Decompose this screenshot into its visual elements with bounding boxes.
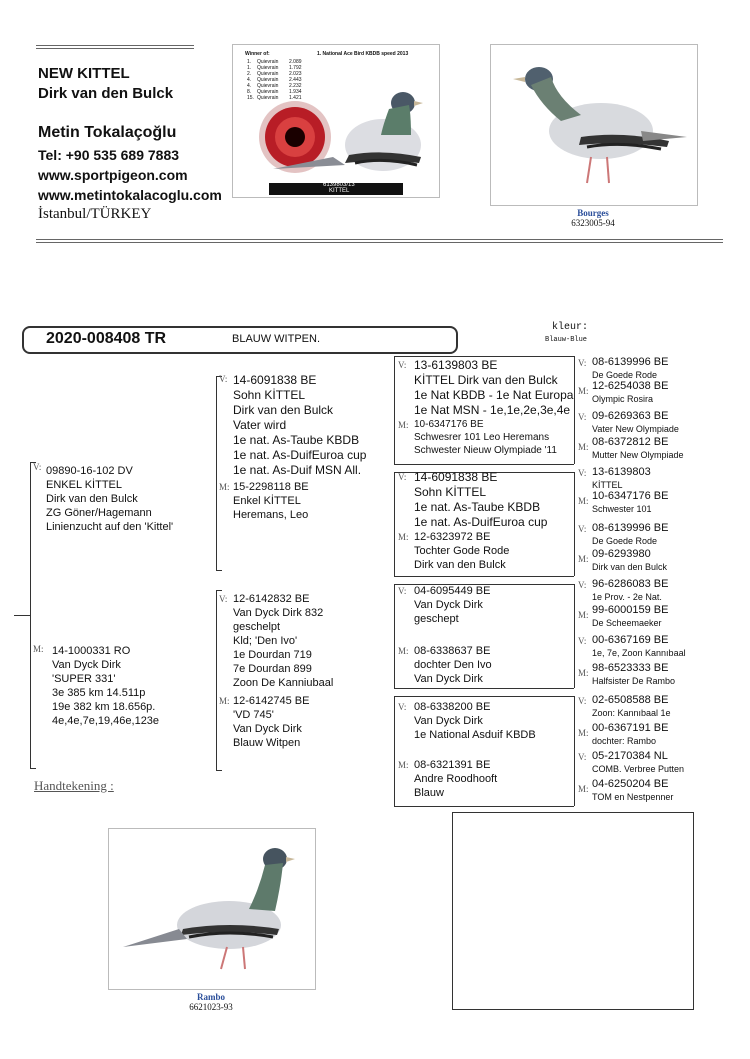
g4-line: 09-6293980	[592, 548, 651, 560]
g4-entry	[592, 466, 651, 492]
kittel-winner-label: Winner of:	[245, 51, 270, 57]
g4-entry	[592, 490, 668, 516]
g3-line: Andre Roodhooft	[414, 773, 498, 785]
g4-line: Olympic Rosira	[592, 394, 654, 404]
dam-sire-line: Van Dyck Dirk 832	[233, 607, 324, 619]
g4-tag: V:	[578, 580, 587, 590]
g3-line: 08-6338637 BE	[414, 645, 491, 657]
kittel-title: 1. National Ace Bird KBDB speed 2013	[317, 51, 409, 57]
g3-line: Tochter Gode Rode	[414, 545, 510, 557]
g4-tag: V:	[578, 636, 587, 646]
g3-line: 1e nat. As-DuifEuroa cup	[414, 515, 548, 529]
g4-entry	[592, 750, 684, 776]
g4-entry	[592, 356, 668, 382]
g3-entry	[414, 644, 492, 686]
rambo-ring: 6621023-93	[189, 1002, 233, 1012]
g4-tag: M:	[578, 386, 589, 396]
g3-line: Van Dyck Dirk	[414, 715, 483, 727]
g3-tag: M:	[398, 646, 409, 656]
rambo-name: Rambo	[196, 992, 225, 1002]
g3-entry	[414, 758, 497, 800]
g4-entry	[592, 436, 684, 462]
dam-dam-tag: M:	[219, 696, 230, 706]
dam-dam-line: 12-6142745 BE	[233, 695, 310, 707]
sire-dam-line: Enkel KİTTEL	[233, 495, 301, 507]
dam-dam-entry	[233, 694, 309, 750]
g4-entry	[592, 380, 668, 406]
g3-line: 12-6323972 BE	[414, 531, 491, 543]
mother-line: Van Dyck Dirk	[52, 659, 121, 671]
kittel-result-race: Quievrain	[257, 95, 279, 101]
g4-line: 1e Prov. - 2e Nat.	[592, 592, 662, 602]
kittel-result-coef: 1.792	[289, 65, 302, 71]
g4-line: COMB. Verbree Putten	[592, 764, 685, 774]
kittel-result-place: 8.	[247, 89, 252, 95]
kittel-pigeon-icon	[233, 45, 439, 197]
dam-sire-line: 1e Dourdan 719	[233, 649, 312, 661]
g4-tag: V:	[578, 358, 587, 368]
mother-line: 3e 385 km 14.511p	[52, 687, 146, 699]
mother-entry	[52, 644, 159, 728]
g3-entry	[414, 584, 490, 626]
header-city: İstanbul/TÜRKEY	[38, 206, 152, 222]
g3-entry	[414, 358, 573, 418]
g3-line: 1e Nat MSN - 1e,1e,2e,3e,4e	[414, 403, 571, 417]
kittel-result-coef: 2.089	[289, 59, 302, 65]
g4-tag: M:	[578, 784, 589, 794]
g4-line: 02-6508588 BE	[592, 694, 669, 706]
header-website-1: www.sportpigeon.com	[38, 167, 188, 183]
g3-tag: M:	[398, 420, 409, 430]
subject-entry	[46, 464, 173, 534]
kittel-result-coef: 2.443	[289, 77, 302, 83]
kittel-result-race: Quievrain	[257, 71, 279, 77]
g4-line: 00-6367191 BE	[592, 722, 669, 734]
sire-tag: V:	[219, 374, 228, 384]
subject-line: ZG Göner/Hagemann	[46, 507, 152, 519]
g4-line: 09-6269363 BE	[592, 410, 669, 422]
kittel-result-place: 2.	[247, 71, 252, 77]
g3-line: dochter Den Ivo	[414, 659, 492, 671]
sire-line: 1e nat. As-DuifEuroa cup	[233, 448, 367, 462]
g4-line: Schwester 101	[592, 504, 652, 514]
g3-entry	[414, 530, 509, 572]
g4-line: 08-6372812 BE	[592, 436, 669, 448]
g3-line: Schwesrer 101 Leo Heremans	[414, 432, 550, 443]
pedigree-color-desc: BLAUW WITPEN.	[232, 333, 321, 345]
g4-line: 1e, 7e, Zoon Kannıbaal	[592, 648, 686, 658]
g4-tag: V:	[578, 412, 587, 422]
g3-line: Van Dyck Dirk	[414, 599, 483, 611]
header-owner: Metin Tokalaçoğlu	[38, 124, 177, 141]
g4-line: 08-6139996 BE	[592, 356, 669, 368]
kleur-label: kleur:	[552, 322, 589, 333]
g4-line: 04-6250204 BE	[592, 778, 669, 790]
kittel-result-race: Quievrain	[257, 77, 279, 83]
g4-line: 05-2170384 NL	[592, 750, 668, 762]
notes-box	[452, 812, 694, 1010]
sire-line: 14-6091838 BE	[233, 373, 317, 387]
bourges-name: Bourges	[577, 208, 609, 218]
dam-dam-line: 'VD 745'	[233, 709, 274, 721]
g4-line: dochter: Rambo	[592, 736, 657, 746]
g4-entry	[592, 548, 667, 574]
g4-line: Mutter New Olympiade	[592, 450, 684, 460]
g3-tag: V:	[398, 472, 407, 482]
g4-entry	[592, 410, 679, 436]
g4-line: TOM en Nestpenner	[592, 792, 674, 802]
g3-entry	[414, 418, 557, 457]
g3-line: 08-6338200 BE	[414, 701, 491, 713]
kittel-result-race: Quievrain	[257, 89, 279, 95]
g4-line: 98-6523333 BE	[592, 662, 669, 674]
g4-line: Halfsister De Rambo	[592, 676, 676, 686]
kittel-result-coef: 2.232	[289, 83, 302, 89]
sire-line: Vater wird	[233, 418, 287, 432]
g3-tag: V:	[398, 702, 407, 712]
kittel-result-place: 1.	[247, 65, 252, 71]
g3-line: 04-6095449 BE	[414, 585, 491, 597]
g4-line: 96-6286083 BE	[592, 578, 669, 590]
sire-line: 1e nat. As-Taube KBDB	[233, 433, 360, 447]
g4-tag: V:	[578, 696, 587, 706]
bourges-pigeon-icon	[491, 45, 697, 205]
bourges-ring: 6323005-94	[571, 218, 615, 228]
sire-dam-line: Heremans, Leo	[233, 509, 309, 521]
g3-line: Schwester Nieuw Olympiade '11	[414, 445, 557, 456]
kittel-result-coef: 2.023	[289, 71, 302, 77]
g4-tag: M:	[578, 554, 589, 564]
g3-tag: V:	[398, 360, 407, 370]
subject-line: 09890-16-102 DV	[46, 465, 133, 477]
bourges-caption	[490, 208, 696, 228]
kittel-result-race: Quievrain	[257, 83, 279, 89]
sire-dam-line: 15-2298118 BE	[233, 481, 309, 493]
g4-entry	[592, 578, 668, 604]
g4-tag: M:	[578, 668, 589, 678]
dam-sire-line: 7e Dourdan 899	[233, 663, 312, 675]
g4-line: KİTTEL	[592, 480, 623, 490]
sire-entry	[233, 373, 366, 478]
g4-tag: V:	[578, 468, 587, 478]
g3-line: Sohn KİTTEL	[414, 485, 487, 499]
g3-tag: V:	[398, 586, 407, 596]
g4-line: Zoon: Kannıbaal 1e	[592, 708, 671, 718]
header-breeder: Dirk van den Bulck	[38, 85, 174, 102]
kittel-result-place: 15.	[247, 95, 254, 101]
g4-line: 99-6000159 BE	[592, 604, 669, 616]
dam-dam-line: Blauw Witpen	[233, 737, 301, 749]
g3-line: 1e nat. As-Taube KBDB	[414, 500, 541, 514]
kleur-value: Blauw-Blue	[545, 336, 588, 344]
g3-entry	[414, 700, 536, 742]
dam-sire-entry	[233, 592, 333, 690]
dam-sire-line: geschelpt	[233, 621, 281, 633]
g4-line: 10-6347176 BE	[592, 490, 669, 502]
dam-sire-line: 12-6142832 BE	[233, 593, 310, 605]
g4-line: 08-6139996 BE	[592, 522, 669, 534]
kittel-name: KITTEL	[329, 188, 350, 194]
g3-line: Blauw	[414, 787, 444, 799]
dam-sire-tag: V:	[219, 594, 228, 604]
g3-line: 10-6347176 BE	[414, 419, 484, 430]
g4-tag: M:	[578, 496, 589, 506]
g4-tag: V:	[578, 752, 587, 762]
g4-tag: M:	[578, 610, 589, 620]
dam-sire-line: Zoon De Kanniubaal	[233, 677, 334, 689]
kittel-result-place: 4.	[247, 83, 252, 89]
g3-entry	[414, 470, 547, 530]
rambo-photo	[108, 828, 316, 990]
g4-line: De Goede Rode	[592, 536, 658, 546]
subject-tag: V:	[33, 462, 42, 472]
bourges-photo	[490, 44, 698, 206]
kittel-photo	[232, 44, 440, 198]
kittel-result-place: 4.	[247, 77, 252, 83]
g3-tag: M:	[398, 760, 409, 770]
g4-tag: M:	[578, 442, 589, 452]
kittel-ring: 6139803/13	[323, 182, 355, 188]
sire-line: Dirk van den Bulck	[233, 403, 334, 417]
sire-line: 1e nat. As-Duif MSN All.	[233, 463, 362, 477]
g3-line: geschept	[414, 613, 459, 625]
kittel-result-coef: 1.934	[289, 89, 302, 95]
sire-dam-tag: M:	[219, 482, 230, 492]
g4-entry	[592, 694, 671, 720]
header-title: NEW KITTEL	[38, 65, 130, 82]
mother-tag: M:	[33, 644, 44, 654]
mother-line: 4e,4e,7e,19,46e,123e	[52, 715, 160, 727]
rambo-pigeon-icon	[109, 829, 315, 989]
kittel-result-place: 1.	[247, 59, 252, 65]
mother-line: 19e 382 km 18.656p.	[52, 701, 156, 713]
mother-line: 14-1000331 RO	[52, 645, 131, 657]
g3-line: 08-6321391 BE	[414, 759, 491, 771]
subject-line: ENKEL KİTTEL	[46, 479, 123, 491]
g3-line: 14-6091838 BE	[414, 470, 498, 484]
sire-line: Sohn KİTTEL	[233, 388, 306, 402]
g4-line: Dirk van den Bulck	[592, 562, 668, 572]
g4-entry	[592, 662, 675, 688]
subject-line: Linienzucht auf den 'Kittel'	[46, 521, 174, 533]
g4-line: 00-6367169 BE	[592, 634, 669, 646]
g4-entry	[592, 522, 668, 548]
g4-entry	[592, 634, 686, 660]
g4-tag: V:	[578, 524, 587, 534]
header-website-2: www.metintokalacoglu.com	[38, 187, 222, 203]
g4-entry	[592, 722, 668, 748]
g4-line: Vater New Olympiade	[592, 424, 679, 434]
g4-line: De Scheemaeker	[592, 618, 662, 628]
mother-line: 'SUPER 331'	[52, 673, 116, 685]
rambo-caption	[108, 992, 314, 1012]
g3-line: Van Dyck Dirk	[414, 673, 483, 685]
dam-dam-line: Van Dyck Dirk	[233, 723, 302, 735]
g3-line: 1e Nat KBDB - 1e Nat Europa	[414, 388, 574, 402]
g4-entry	[592, 778, 673, 804]
g4-line: 12-6254038 BE	[592, 380, 669, 392]
g4-tag: M:	[578, 728, 589, 738]
header-phone: Tel: +90 535 689 7883	[38, 147, 180, 163]
g4-line: De Goede Rode	[592, 370, 658, 380]
g4-line: 13-6139803	[592, 466, 651, 478]
g3-line: KİTTEL Dirk van den Bulck	[414, 373, 558, 387]
kittel-result-race: Quievrain	[257, 59, 279, 65]
kittel-result-race: Quievrain	[257, 65, 279, 71]
dam-sire-line: Kld; 'Den Ivo'	[233, 635, 298, 647]
subject-line: Dirk van den Bulck	[46, 493, 138, 505]
kittel-result-coef: 1.421	[289, 95, 302, 101]
g3-tag: M:	[398, 532, 409, 542]
sire-dam-entry	[233, 480, 309, 522]
g3-line: 13-6139803 BE	[414, 358, 498, 372]
g3-line: Dirk van den Bulck	[414, 559, 506, 571]
g3-line: 1e National Asduif KBDB	[414, 729, 536, 741]
g4-entry	[592, 604, 668, 630]
pedigree-ring-number: 2020-008408 TR	[46, 330, 167, 347]
signature-label: Handtekening :	[34, 778, 114, 793]
